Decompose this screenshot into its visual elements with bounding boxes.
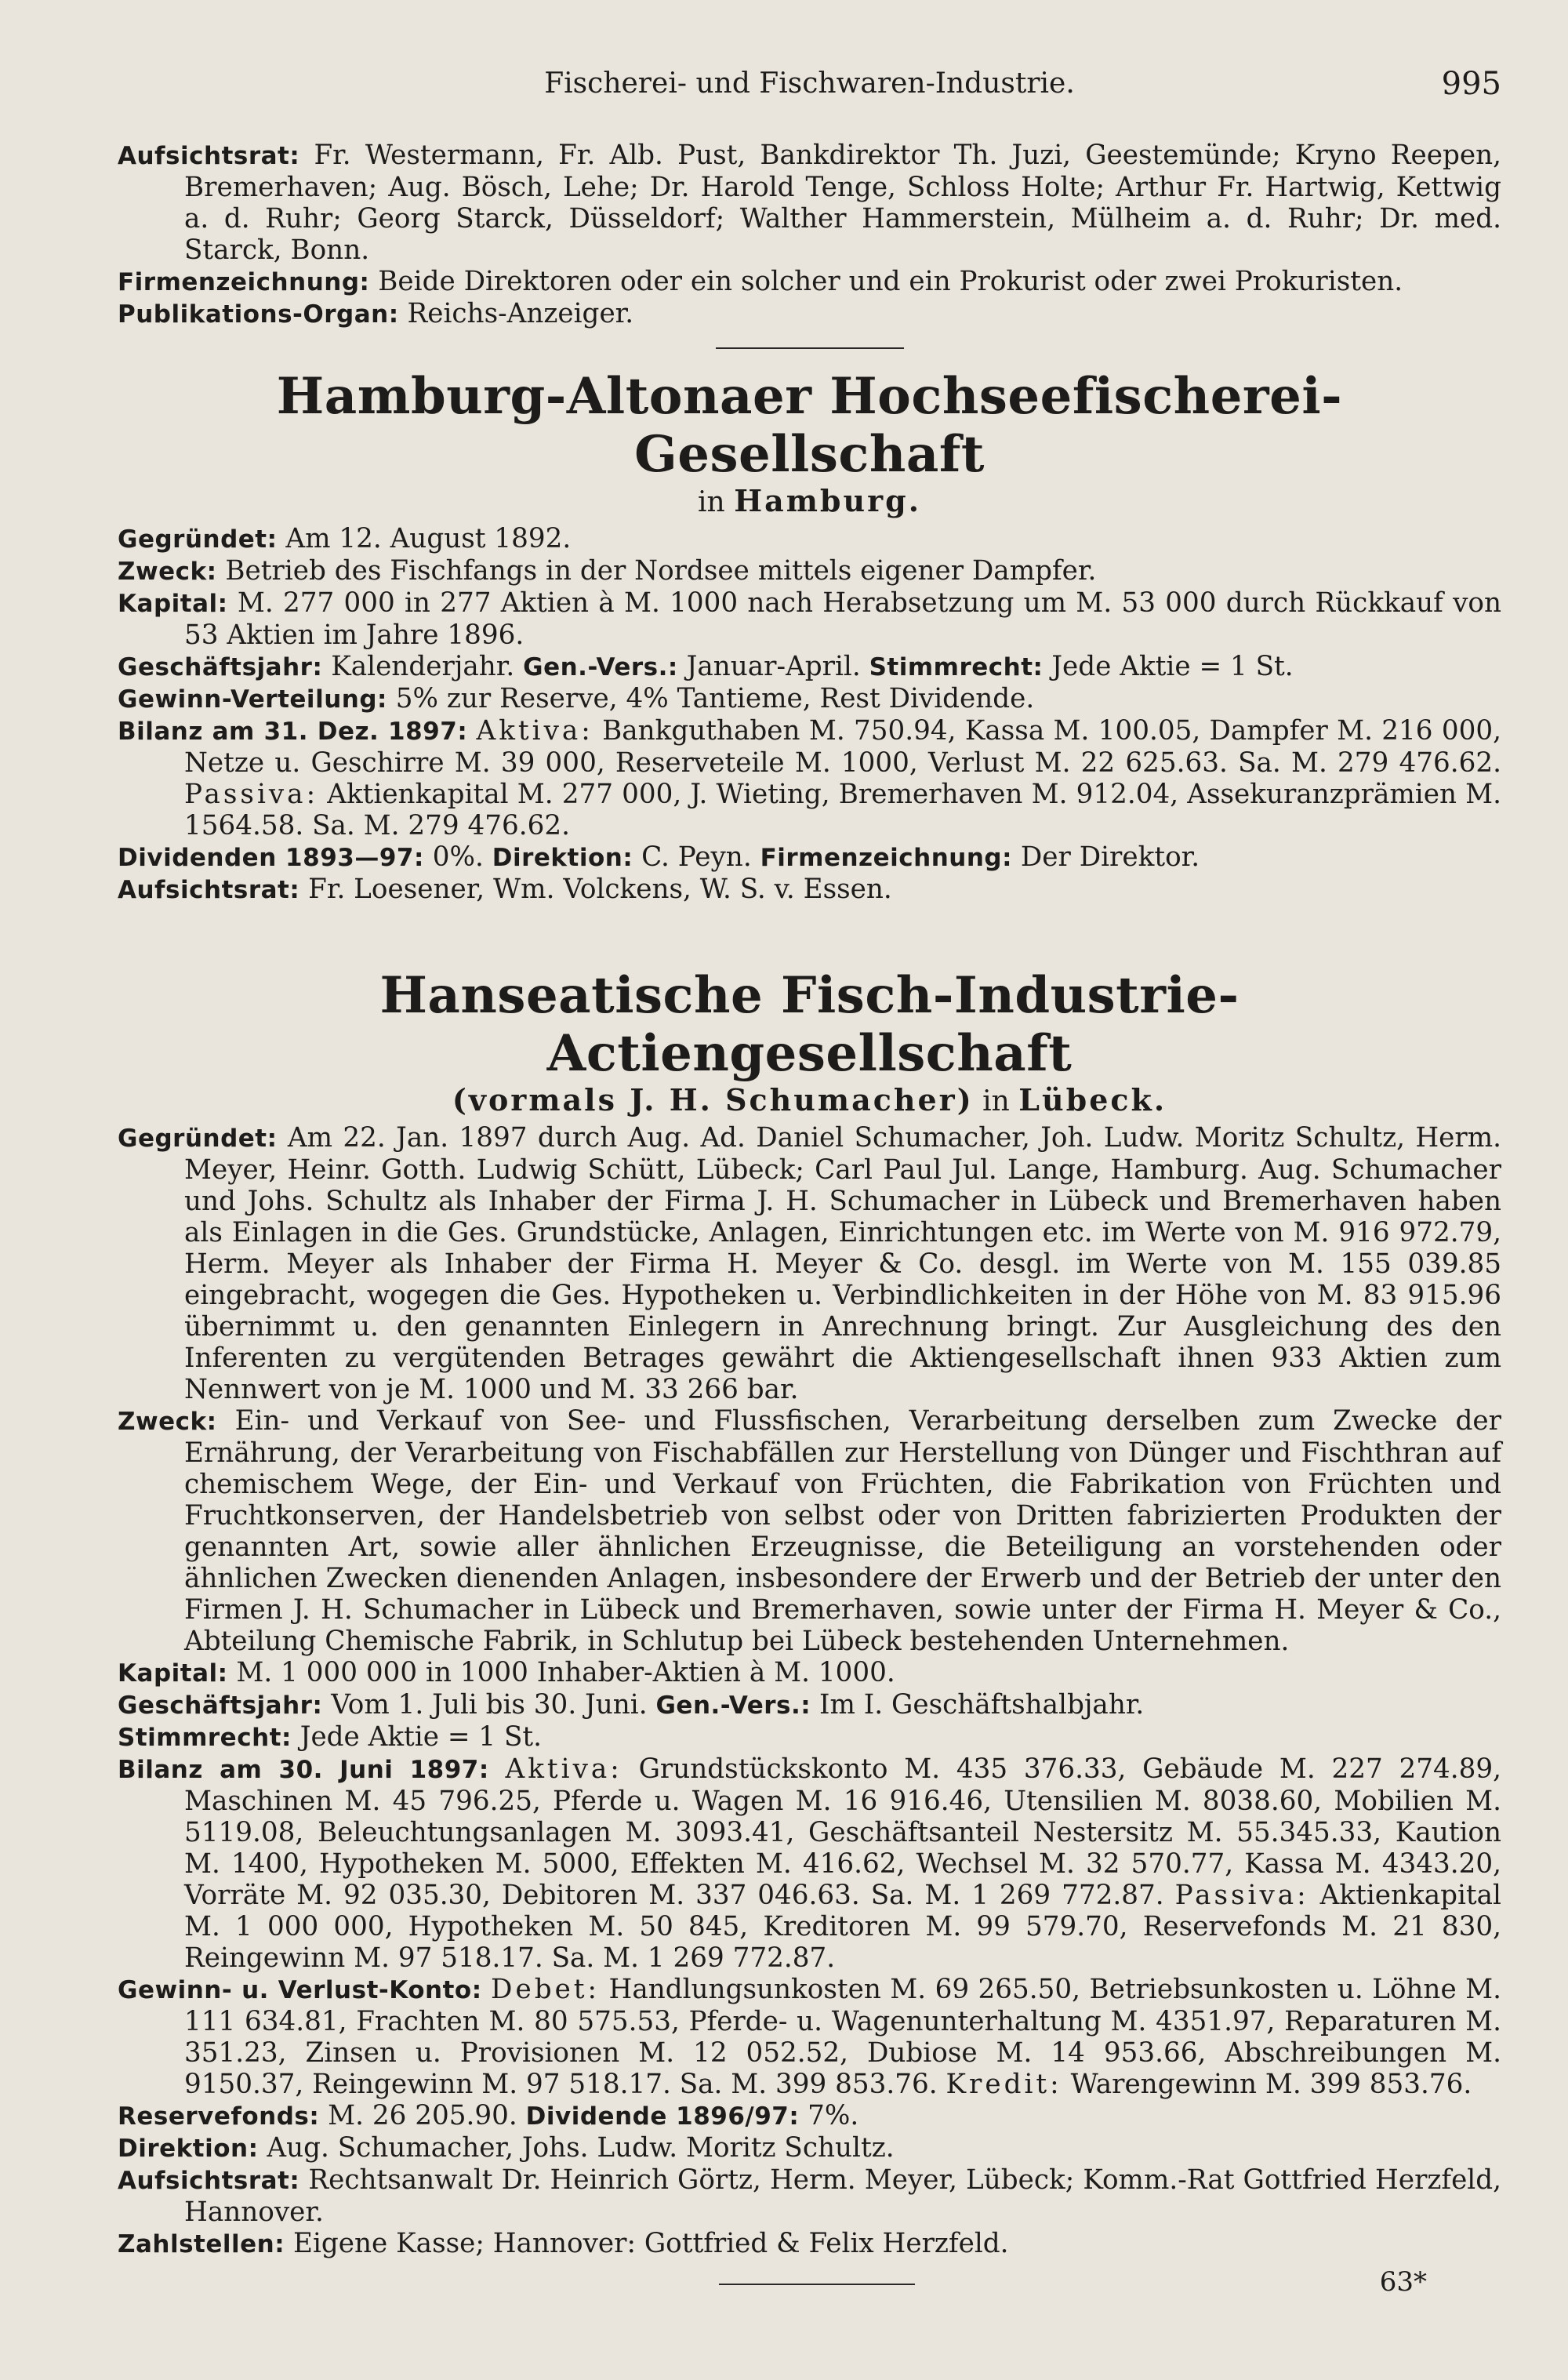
field-text: Aktienkapital M. 1 000 000, Hypotheken M. 50 845, Kreditoren M. 99 579.70, Reservefonds M. 21 830, Reingewinn M. 97 518.17. Sa. M. 1 269 772.87. bbox=[184, 1880, 1501, 1974]
field-text: Beide Direktoren oder ein solcher und ein Prokurist oder zwei Prokuristen. bbox=[378, 266, 1403, 297]
field-text: Kalenderjahr. bbox=[331, 651, 515, 682]
subtitle-in: in bbox=[982, 1085, 1010, 1117]
field-text: Aktienkapital M. 277 000, J. Wieting, Bremerhaven M. 912.04, Assekuranzprämien M. 1564.58. Sa. M. 279 476.62. bbox=[184, 779, 1501, 841]
field-text: Der Direktor. bbox=[1020, 841, 1200, 873]
field-label: Direktion: bbox=[118, 2135, 259, 2163]
field-text: Handlungsunkosten M. 69 265.50, Betriebsunkosten u. Löhne M. 111 634.81, Frachten M. 80 575.53, Pferde- u. Wagenunterhaltung M. 4351.97, Reparaturen M. 351.23, Zinsen u. Provisionen M. 12 052.52, Dubiose M. 14 953.66, Abschreibungen M. 9150.37, Reingewinn M. 97 518.17. Sa. M. 399 853.76. bbox=[184, 1974, 1501, 2100]
field-stimmrecht bbox=[118, 1721, 1501, 1753]
field-zweck bbox=[118, 1405, 1501, 1657]
field-text: 5% zur Reserve, 4% Tantieme, Rest Dividende. bbox=[395, 683, 1035, 714]
field-dividenden bbox=[118, 841, 1501, 874]
field-label: Zweck: bbox=[118, 558, 217, 586]
company-subtitle bbox=[118, 1083, 1501, 1119]
company-entry-hanseatische bbox=[118, 967, 1501, 2260]
field-gewinn-verlust-konto bbox=[118, 1974, 1501, 2100]
field-kapital bbox=[118, 587, 1501, 651]
field-text: Jede Aktie = 1 St. bbox=[299, 1721, 542, 1753]
field-reservefonds bbox=[118, 2100, 1501, 2132]
field-label: Gewinn-Verteilung: bbox=[118, 685, 387, 714]
field-kapital bbox=[118, 1657, 1501, 1689]
field-zweck bbox=[118, 555, 1501, 587]
field-label: Stimmrecht: bbox=[118, 1724, 292, 1752]
company-entry-hamburg-altonaer bbox=[118, 368, 1501, 906]
field-zahlstellen bbox=[118, 2228, 1501, 2260]
field-text: Fr. Westermann, Fr. Alb. Pust, Bankdirektor Th. Juzi, Geestemünde; Kryno Reepen, Bremerhaven; Aug. Bösch, Lehe; Dr. Harold Tenge, Schloss Holte; Arthur Fr. Hartwig, Kettwig a. d. Ruhr; Georg Starck, Düsseldorf; Walther Hammerstein, Mülheim a. d. Ruhr; Dr. med. Starck, Bonn. bbox=[184, 140, 1501, 266]
field-label: Gen.-Vers.: bbox=[523, 653, 678, 681]
field-text: Rechtsanwalt Dr. Heinrich Görtz, Herm. Meyer, Lübeck; Komm.-Rat Gottfried Herzfeld, Hannover. bbox=[184, 2164, 1501, 2228]
company-former-name: (vormals J. H. Schumacher) bbox=[452, 1082, 974, 1117]
field-text: Reichs-Anzeiger. bbox=[407, 298, 634, 329]
signature-mark: 63* bbox=[1379, 2266, 1427, 2298]
field-label: Publikations-Organ: bbox=[118, 300, 399, 329]
running-title: Fischerei- und Fischwaren-Industrie. bbox=[544, 67, 1075, 100]
field-aufsichtsrat bbox=[118, 874, 1501, 906]
section-divider bbox=[716, 347, 904, 349]
field-label: Gegründet: bbox=[118, 525, 278, 554]
field-text: Am 22. Jan. 1897 durch Aug. Ad. Daniel Schumacher, Joh. Ludw. Moritz Schultz, Herm. Meyer, Heinr. Gotth. Ludwig Schütt, Lübeck; Carl Paul Jul. Lange, Hamburg. Aug. Schumacher und Johs. Schultz als Inhaber der Firma J. H. Schumacher in Lübeck und Bremerhaven haben als Einlagen in die Ges. Grundstücke, Anlagen, Einrichtungen etc. im Werte von M. 916 972.79, Herm. Meyer als Inhaber der Firma H. Meyer & Co. desgl. im Werte von M. 155 039.85 eingebracht, wogegen die Ges. Hypotheken u. Verbindlichkeiten in der Höhe von M. 83 915.96 übernimmt u. den genannten Einlegern in Anrechnung bringt. Zur Ausgleichung des den Inferenten zu vergütenden Betrages gewährt die Aktiengesellschaft ihnen 933 Aktien zum Nennwert von je M. 1000 und M. 33 266 bar. bbox=[184, 1122, 1501, 1405]
field-label: Bilanz am 31. Dez. 1897: bbox=[118, 718, 468, 746]
field-label: Gewinn- u. Verlust-Konto: bbox=[118, 1976, 482, 2004]
field-bilanz bbox=[118, 1753, 1501, 1974]
field-text: Bankguthaben M. 750.94, Kassa M. 100.05, Dampfer M. 216 000, Netze u. Geschirre M. 39 000, Reserveteile M. 1000, Verlust M. 22 625.63. Sa. M. 279 476.62. bbox=[184, 715, 1501, 779]
field-text: Ein- und Verkauf von See- und Flussfischen, Verarbeitung derselben zum Zwecke der Ernährung, der Verarbeitung von Fischabfällen zur Herstellung von Dünger und Fischthran auf chemischem Wege, der Ein- und Verkauf von Früchten, die Fabrikation von Früchten und Fruchtkonserven, der Handelsbetrieb von selbst oder von Dritten fabrizierten Produkten der genannten Art, sowie aller ähnlichen Erzeugnisse, die Beteiligung an vorstehenden oder ähnlichen Zwecken dienenden Anlagen, insbesondere der Erwerb und der Betrieb der unter den Firmen J. H. Schumacher in Lübeck und Bremerhaven, sowie unter der Firma H. Meyer & Co., Abteilung Chemische Fabrik, in Schlutup bei Lübeck bestehenden Unternehmen. bbox=[184, 1405, 1501, 1657]
field-gewinn-verteilung bbox=[118, 683, 1501, 715]
intro-publikations-organ bbox=[118, 298, 1501, 330]
field-label: Dividenden 1893—97: bbox=[118, 844, 424, 872]
kredit-label: Kredit: bbox=[946, 2069, 1062, 2100]
running-header bbox=[118, 64, 1501, 104]
field-label: Aufsichtsrat: bbox=[118, 876, 300, 904]
field-label: Stimmrecht: bbox=[869, 653, 1044, 681]
field-text: C. Peyn. bbox=[641, 841, 752, 873]
intro-aufsichtsrat bbox=[118, 140, 1501, 266]
field-text: Warengewinn M. 399 853.76. bbox=[1070, 2069, 1472, 2100]
field-bilanz bbox=[118, 715, 1501, 841]
company-city: Lübeck. bbox=[1018, 1082, 1167, 1117]
field-label: Firmenzeichnung: bbox=[118, 268, 370, 296]
field-direktion bbox=[118, 2132, 1501, 2164]
field-label: Aufsichtsrat: bbox=[118, 2167, 300, 2195]
field-geschaeftsjahr bbox=[118, 1689, 1501, 1721]
field-text: Aug. Schumacher, Johs. Ludw. Moritz Schultz. bbox=[267, 2132, 895, 2164]
field-label: Zweck: bbox=[118, 1408, 217, 1436]
field-label: Dividende 1896/97: bbox=[525, 2102, 800, 2131]
field-label: Firmenzeichnung: bbox=[760, 844, 1012, 872]
field-text: Eigene Kasse; Hannover: Gottfried & Felix Herzfeld. bbox=[293, 2228, 1009, 2259]
field-label: Kapital: bbox=[118, 590, 228, 618]
field-text: Im I. Geschäftshalbjahr. bbox=[819, 1689, 1145, 1721]
field-gegruendet bbox=[118, 523, 1501, 555]
company-city: Hamburg. bbox=[734, 483, 921, 518]
footer-rule bbox=[719, 2284, 915, 2285]
company-subtitle bbox=[118, 484, 1501, 520]
field-label: Direktion: bbox=[492, 844, 633, 872]
passiva-label: Passiva: bbox=[1174, 1880, 1309, 1911]
field-label: Geschäftsjahr: bbox=[118, 1691, 323, 1720]
page-footer bbox=[118, 2266, 1501, 2298]
field-text: 7%. bbox=[808, 2100, 859, 2131]
field-gegruendet bbox=[118, 1122, 1501, 1405]
field-text: Januar-April. bbox=[686, 651, 861, 682]
field-label: Gegründet: bbox=[118, 1125, 278, 1153]
field-text: M. 1 000 000 in 1000 Inhaber-Aktien à M. 1000. bbox=[236, 1657, 895, 1688]
aktiva-label: Aktiva: bbox=[505, 1753, 622, 1785]
field-text: M. 26 205.90. bbox=[328, 2100, 517, 2131]
field-label: Kapital: bbox=[118, 1659, 228, 1688]
field-text: Betrieb des Fischfangs in der Nordsee mittels eigener Dampfer. bbox=[225, 555, 1097, 587]
field-text: Jede Aktie = 1 St. bbox=[1051, 651, 1294, 682]
field-text: 0%. bbox=[432, 841, 484, 873]
page-number: 995 bbox=[1441, 66, 1501, 102]
passiva-label: Passiva: bbox=[184, 779, 319, 810]
field-text: M. 277 000 in 277 Aktien à M. 1000 nach Herabsetzung um M. 53 000 durch Rückkauf von 53 Aktien im Jahre 1896. bbox=[184, 587, 1501, 651]
field-label: Zahlstellen: bbox=[118, 2230, 285, 2258]
field-aufsichtsrat bbox=[118, 2164, 1501, 2228]
field-label: Geschäftsjahr: bbox=[118, 653, 323, 681]
field-text: Am 12. August 1892. bbox=[285, 523, 572, 554]
company-title: Hamburg-Altonaer Hochseefischerei-Gesellschaft bbox=[276, 367, 1343, 484]
field-text: Grundstückskonto M. 435 376.33, Gebäude M. 227 274.89, Maschinen M. 45 796.25, Pferde u. Wagen M. 16 916.46, Utensilien M. 8038.60, Mobilien M. 5119.08, Beleuchtungsanlagen M. 3093.41, Geschäftsanteil Nestersitz M. 55.345.33, Kaution M. 1400, Hypotheken M. 5000, Effekten M. 416.62, Wechsel M. 32 570.77, Kassa M. 4343.20, Vorräte M. 92 035.30, Debitoren M. 337 046.63. Sa. M. 1 269 772.87. bbox=[184, 1753, 1501, 1911]
field-text: Vom 1. Juli bis 30. Juni. bbox=[331, 1689, 648, 1721]
debet-label: Debet: bbox=[491, 1974, 601, 2005]
field-label: Bilanz am 30. Juni 1897: bbox=[118, 1756, 489, 1784]
subtitle-in: in bbox=[698, 486, 725, 518]
field-label: Gen.-Vers.: bbox=[655, 1691, 811, 1720]
field-text: Fr. Loesener, Wm. Volckens, W. S. v. Essen. bbox=[308, 874, 892, 905]
page-content bbox=[118, 140, 1501, 2260]
field-label: Aufsichtsrat: bbox=[118, 142, 300, 170]
field-geschaeftsjahr bbox=[118, 651, 1501, 683]
company-title: Hanseatische Fisch-Industrie-Actiengesellschaft bbox=[379, 966, 1240, 1083]
aktiva-label: Aktiva: bbox=[476, 715, 593, 747]
field-label: Reservefonds: bbox=[118, 2102, 320, 2131]
intro-firmenzeichnung bbox=[118, 266, 1501, 298]
